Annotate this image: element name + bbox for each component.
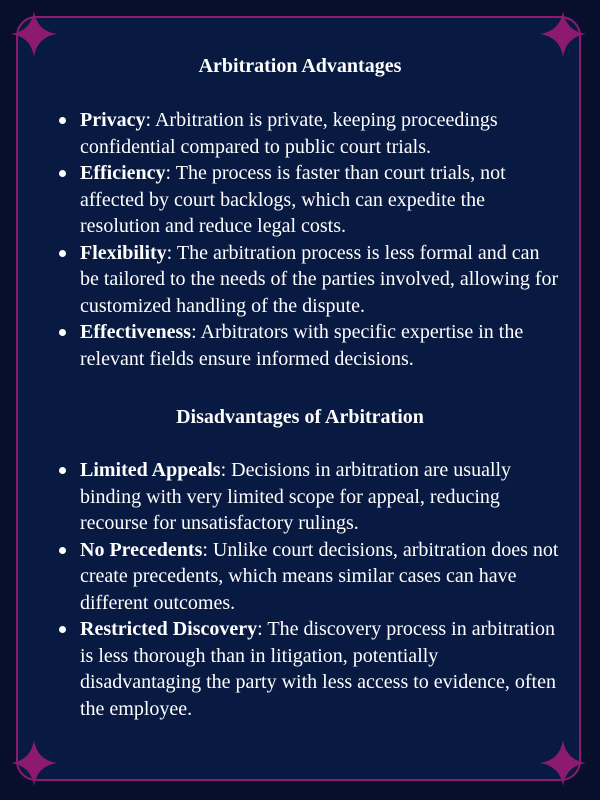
bullet-icon	[59, 547, 66, 554]
bullet-icon	[59, 117, 66, 124]
star-ornament-icon	[11, 11, 57, 57]
list-item	[80, 537, 560, 617]
bullet-icon	[59, 626, 66, 633]
list-item	[80, 616, 560, 722]
item-term: Limited Appeals	[80, 459, 221, 481]
bullet-icon	[59, 170, 66, 177]
list-item	[80, 457, 560, 537]
list-item	[80, 160, 560, 240]
item-text: : The arbitration process is less formal and can be tailored to the needs of the parties involved, allowing for customized handling of the dispute.	[80, 241, 559, 317]
disadvantages-heading: Disadvantages of Arbitration	[176, 406, 424, 428]
star-ornament-icon	[11, 740, 57, 786]
item-text: : Unlike court decisions, arbitration does not create precedents, which means similar cases can have different outcomes.	[80, 538, 559, 614]
disadvantages-list	[80, 457, 560, 722]
list-item	[80, 107, 560, 160]
advantages-heading: Arbitration Advantages	[198, 55, 402, 77]
item-term: Flexibility	[80, 241, 167, 264]
item-term: Effectiveness	[80, 321, 192, 343]
bullet-icon	[59, 467, 66, 474]
item-text: : The process is faster than court trials, not affected by court backlogs, which can expedite the resolution and reduce legal costs.	[80, 162, 506, 237]
item-term: No Precedents	[80, 538, 203, 561]
item-text: : Decisions in arbitration are usually binding with very limited scope for appeal, reducing recourse for unsatisfactory rulings.	[80, 459, 512, 534]
advantages-list	[80, 107, 560, 372]
item-term: Privacy	[80, 109, 146, 131]
bullet-icon	[59, 250, 66, 257]
bullet-icon	[59, 329, 66, 336]
star-ornament-icon	[540, 11, 586, 57]
item-term: Restricted Discovery	[80, 618, 258, 640]
star-ornament-icon	[540, 740, 586, 786]
list-item	[80, 240, 560, 320]
item-text: : Arbitration is private, keeping proceedings confidential compared to public court trials.	[80, 109, 498, 158]
list-item	[80, 319, 560, 372]
item-term: Efficiency	[80, 162, 166, 184]
item-text: : The discovery process in arbitration is less thorough than in litigation, potentially disadvantaging the party with less access to evidence, often the employee.	[80, 618, 556, 720]
item-text: : Arbitrators with specific expertise in the relevant fields ensure informed decisions.	[80, 321, 524, 370]
